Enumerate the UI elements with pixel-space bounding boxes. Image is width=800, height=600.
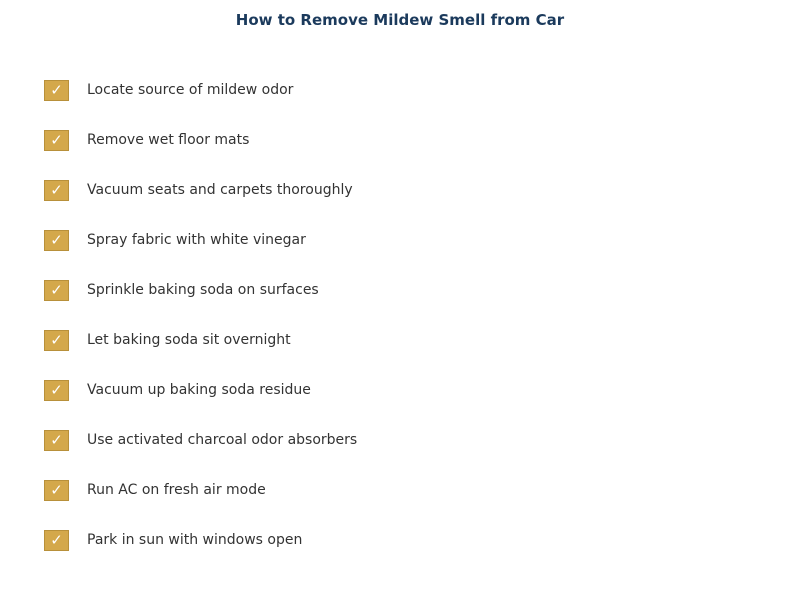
checkbox-checked[interactable]: ✓ [44,280,69,301]
checklist-item [44,479,357,501]
checklist-item [44,429,357,451]
checklist [44,79,357,579]
checklist-item [44,329,357,351]
page-title: How to Remove Mildew Smell from Car [235,11,565,29]
checkbox-checked[interactable]: ✓ [44,380,69,401]
checklist-item-label: Vacuum seats and carpets thoroughly [87,182,353,198]
checklist-item [44,179,357,201]
checkbox-checked[interactable]: ✓ [44,180,69,201]
checklist-item-label: Locate source of mildew odor [87,82,294,98]
checkbox-checked[interactable]: ✓ [44,530,69,551]
checkbox-checked[interactable]: ✓ [44,330,69,351]
checklist-item [44,529,357,551]
checklist-item [44,129,357,151]
checkbox-checked[interactable]: ✓ [44,80,69,101]
checklist-item-label: Sprinkle baking soda on surfaces [87,282,319,298]
checklist-item [44,229,357,251]
checkbox-checked[interactable]: ✓ [44,430,69,451]
checklist-item-label: Vacuum up baking soda residue [87,382,311,398]
checklist-item-label: Run AC on fresh air mode [87,482,266,498]
checklist-item-label: Park in sun with windows open [87,532,303,548]
checklist-item-label: Use activated charcoal odor absorbers [87,432,358,448]
checklist-item-label: Remove wet floor mats [87,132,250,148]
checklist-item-label: Spray fabric with white vinegar [87,232,306,248]
checklist-item-label: Let baking soda sit overnight [87,332,291,348]
checklist-item [44,279,357,301]
checkbox-checked[interactable]: ✓ [44,480,69,501]
checkbox-checked[interactable]: ✓ [44,130,69,151]
checklist-item [44,379,357,401]
checkbox-checked[interactable]: ✓ [44,230,69,251]
checklist-item [44,79,357,101]
